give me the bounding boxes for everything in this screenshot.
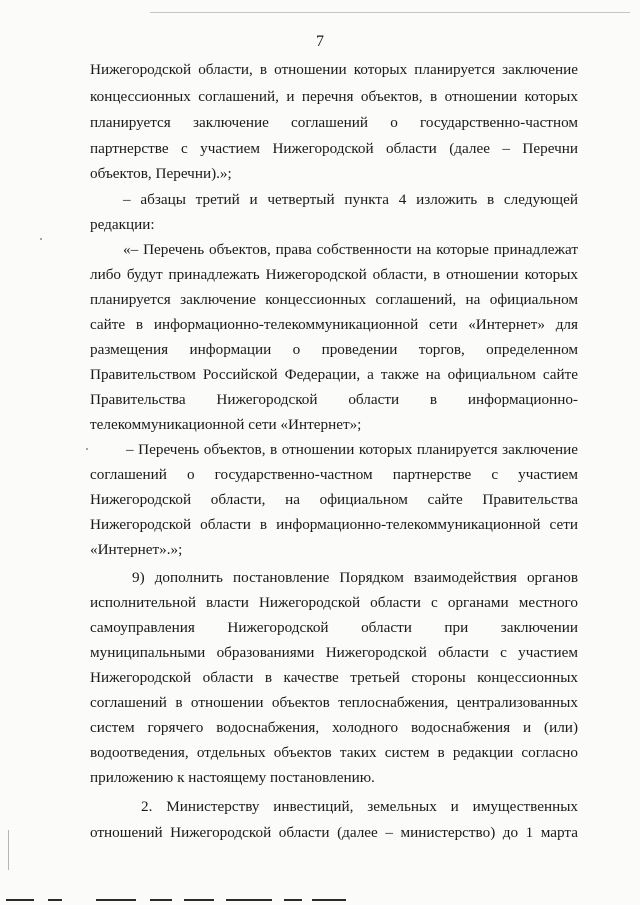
text-line: планируется заключение соглашений о государственно-частном [90,114,578,131]
text-line: Нижегородской области в качестве третьей стороны концессионных [90,669,578,686]
text-line: объектов, Перечни).»; [90,165,232,182]
text-line: Нижегородской области в информационно-телекоммуникационной сети [90,516,578,533]
text-line: водоотведения, отдельных объектов таких систем в редакции согласно [90,744,578,761]
text-line: приложению к настоящему постановлению. [90,769,375,786]
text-line: партнерстве с участием Нижегородской области (далее – Перечни [90,140,578,157]
text-line: – абзацы третий и четвертый пункта 4 изложить в следующей [123,191,578,208]
text-line: отношений Нижегородской области (далее – министерство) до 1 марта [90,824,578,841]
text-line: «– Перечень объектов, права собственности на которые принадлежат [123,241,578,258]
text-line: сайте в информационно-телекоммуникационной сети «Интернет» для [90,316,578,333]
text-line: 9) дополнить постановление Порядком взаимодействия органов [132,569,578,586]
scan-speck [86,448,88,450]
scan-margin-mark [8,830,9,870]
text-line: «Интернет».»; [90,541,183,558]
text-line: Нижегородской области, в отношении которых планируется заключение [90,61,578,78]
text-line: планируется заключение концессионных соглашений, на официальном [90,291,578,308]
text-line: размещения информации о проведении торгов, определенном [90,341,578,358]
scan-speck [40,238,42,240]
page-number: 7 [316,33,324,50]
text-line: Нижегородской области, на официальном сайте Правительства [90,491,578,508]
text-line: соглашений о государственно-частном партнерстве с участием [90,466,578,483]
text-line: систем горячего водоснабжения, холодного водоснабжения и (или) [90,719,578,736]
scan-top-rule [150,12,630,13]
text-line: либо будут принадлежать Нижегородской области, в отношении которых [90,266,578,283]
scan-bottom-edge [0,896,640,905]
text-line: муниципальными образованиями Нижегородской области с участием [90,644,578,661]
text-line: телекоммуникационной сети «Интернет»; [90,416,362,433]
text-line: соглашений в отношении объектов теплоснабжения, централизованных [90,694,578,711]
text-line: концессионных соглашений, и перечня объектов, в отношении которых [90,88,578,105]
text-line: самоуправления Нижегородской области при заключении [90,619,578,636]
text-line: исполнительной власти Нижегородской области с органами местного [90,594,578,611]
text-line: редакции: [90,216,155,233]
text-line: – Перечень объектов, в отношении которых планируется заключение [126,441,578,458]
text-line: Правительства Нижегородской области в информационно- [90,391,578,408]
text-line: 2. Министерству инвестиций, земельных и имущественных [141,798,578,815]
text-line: Правительством Российской Федерации, а также на официальном сайте [90,366,578,383]
